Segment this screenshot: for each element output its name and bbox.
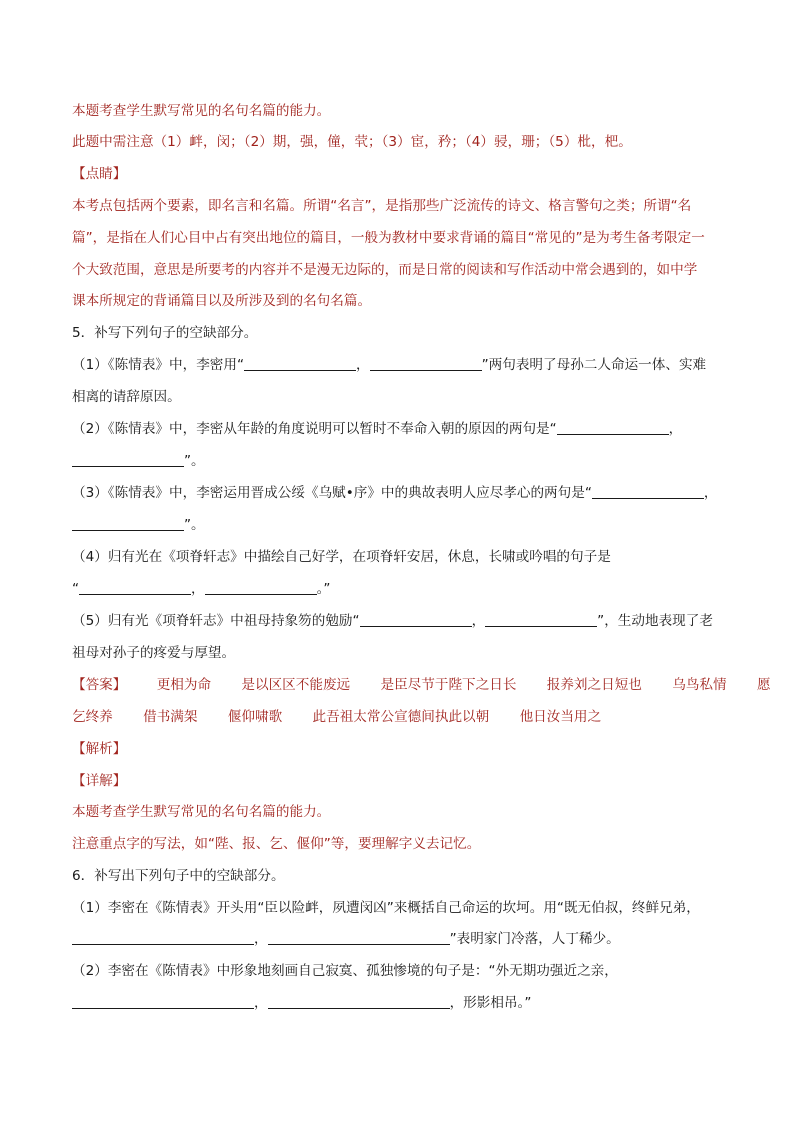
comma: ， [191, 581, 205, 597]
q5-s3-cont [72, 515, 205, 535]
jiexi-tag: 【解析】 [72, 741, 127, 757]
dianjing-line-3: 个大致范围，意思是所要考的内容并不是漫无边际的，而是日常的阅读和写作活动中常会遇到的，如中学 [72, 262, 698, 278]
comma: ， [703, 485, 718, 501]
answer-item: 乌鸟私情 [672, 677, 727, 693]
answer-blank[interactable] [485, 612, 597, 627]
answer-blank[interactable] [370, 356, 482, 371]
answer-blank[interactable] [592, 484, 704, 499]
intro-ability: 本题考查学生默写常见的名句名篇的能力。 [72, 103, 331, 119]
q5-s4-cont [72, 579, 330, 599]
q5-s5-cont: 祖母对孙子的疼爱与厚望。 [72, 645, 236, 661]
q5-s2 [72, 419, 682, 439]
answer-item: 他日汝当用之 [519, 709, 602, 725]
xiangjie-line-2: 注意重点字的写法，如“陛、报、乞、偃仰”等，要理解字义去记忆。 [72, 836, 481, 852]
q5-s3-text-a: （3）《陈情表》中，李密运用晋成公绥《乌赋•序》中的典故表明人应尽孝心的两句是“ [72, 485, 592, 501]
xiangjie-line-1: 本题考查学生默写常见的名句名篇的能力。 [72, 804, 331, 820]
q5-s2-text-b: ”。 [184, 453, 205, 469]
answer-item: 此吾祖太常公宣德间执此以朝 [312, 709, 490, 725]
answer-blank[interactable] [268, 994, 450, 1009]
answer-blank[interactable] [72, 994, 254, 1009]
comma: ， [356, 357, 370, 373]
q6-title: 6．补写出下列句子中的空缺部分。 [72, 868, 285, 884]
answer-item: 是以区区不能废远 [241, 677, 351, 693]
comma: ， [254, 931, 268, 947]
answer-blank[interactable] [360, 612, 472, 627]
q5-s2-text-a: （2）《陈情表》中，李密从年龄的角度说明可以暂时不奉命入朝的原因的两句是“ [72, 421, 557, 437]
answer-line-2 [72, 707, 601, 727]
q5-s3-text-b: ”。 [184, 517, 205, 533]
q6-s2: （2）李密在《陈情表》中形象地刻画自己寂寞、孤独惨境的句子是：“外无期功强近之亲， [72, 963, 618, 979]
q6-s2-cont [72, 993, 531, 1013]
answer-tag: 【答案】 [72, 677, 127, 693]
answer-line-1 [72, 675, 771, 695]
answer-blank[interactable] [205, 580, 317, 595]
comma: ， [668, 421, 683, 437]
answer-item: 借书满架 [143, 709, 198, 725]
answer-item: 乞终养 [72, 709, 113, 725]
q5-s5-text-a: （5）归有光《项脊轩志》中祖母持象笏的勉励“ [72, 613, 360, 629]
answer-blank[interactable] [79, 580, 191, 595]
dianjing-line-2: 篇”，是指在人们心目中占有突出地位的篇目，一般为教材中要求背诵的篇目“常见的”是为考生备考限定一 [72, 230, 705, 246]
answer-blank[interactable] [72, 930, 254, 945]
answer-blank[interactable] [268, 930, 450, 945]
q6-s2-text-b: ，形影相吊。” [449, 995, 532, 1011]
answer-blank[interactable] [244, 356, 356, 371]
q5-s2-cont [72, 451, 205, 471]
answer-item: 更相为命 [156, 677, 212, 693]
dianjing-tag: 【点睛】 [72, 166, 127, 182]
q6-s1: （1）李密在《陈情表》开头用“臣以险衅，夙遭闵凶”来概括自己命运的坎坷。用“既无伯叔，终鲜兄弟， [72, 900, 700, 916]
q5-s1-text-a: （1）《陈情表》中，李密用“ [72, 357, 245, 373]
intro-note: 此题中需注意（1）衅，闵；（2）期，强，僮，茕；（3）宦，矜；（4）骎，珊；（5）枇，杷。 [72, 134, 632, 150]
answer-blank[interactable] [557, 420, 669, 435]
answer-item: 报养刘之日短也 [546, 677, 642, 693]
q5-s3 [72, 483, 717, 503]
open-quote: “ [72, 581, 80, 597]
answer-blank[interactable] [72, 516, 184, 531]
q6-s1-text-b: ”表明家门冷落，人丁稀少。 [449, 931, 620, 947]
q5-s1 [72, 355, 706, 375]
answer-item: 是臣尽节于陛下之日长 [380, 677, 517, 693]
xiangjie-tag: 【详解】 [72, 773, 127, 789]
q6-s1-cont [72, 929, 620, 949]
q5-s4: （4）归有光在《项脊轩志》中描绘自己好学，在项脊轩安居，休息，长啸或吟唱的句子是 [72, 549, 611, 565]
dianjing-line-1: 本考点包括两个要素，即名言和名篇。所谓“名言”，是指那些广泛流传的诗文、格言警句之类；所谓“名 [72, 198, 692, 214]
comma: ， [471, 613, 486, 629]
comma: ， [254, 995, 268, 1011]
q5-s5 [72, 611, 713, 631]
dianjing-line-4: 课本所规定的背诵篇目以及所涉及到的名句名篇。 [72, 293, 372, 309]
close-quote: 。” [316, 581, 331, 597]
q5-s1-cont: 相离的请辞原因。 [72, 389, 181, 405]
answer-item: 偃仰啸歌 [227, 709, 283, 725]
answer-blank[interactable] [72, 452, 184, 467]
q5-s1-text-b: ”两句表明了母孙二人命运一体、实难 [481, 357, 707, 373]
q5-title: 5．补写下列句子的空缺部分。 [72, 325, 258, 341]
answer-item: 愿 [756, 677, 771, 693]
q5-s5-text-b: ”，生动地表现了老 [597, 613, 713, 629]
